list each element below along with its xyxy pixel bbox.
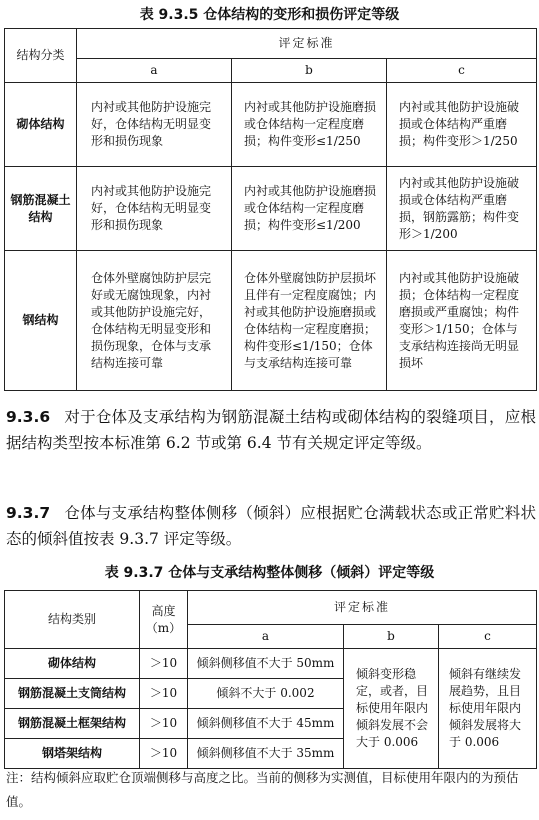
- clause-text: 对于仓体及支承结构为钢筋混凝土结构或砌体结构的裂缝项目，应根据结构类型按本标准第 6.2 节或第 6.4 节有关规定评定等级。: [6, 408, 536, 452]
- row-name: 砌体结构: [5, 83, 77, 167]
- header-rating: 评定标准: [77, 29, 537, 59]
- cell-b: [232, 251, 387, 391]
- row-name: 钢筋混凝土结构: [5, 167, 77, 251]
- row-height: ＞10: [140, 679, 188, 709]
- header-height: 高度（m）: [140, 591, 188, 649]
- cell-a-text: 内衬或其他防护设施完好，仓体结构无明显变形和损伤现象: [91, 100, 212, 148]
- cell-b-merged: [344, 649, 439, 769]
- table-row: [5, 251, 537, 391]
- row-name: 钢塔架结构: [5, 739, 140, 769]
- row-name: 钢结构: [5, 251, 77, 391]
- cell-a: [77, 83, 232, 167]
- table-9-3-7: [4, 590, 537, 769]
- cell-b: [232, 83, 387, 167]
- paragraph-9-3-7: [6, 500, 536, 552]
- cell-c: [387, 83, 537, 167]
- cell-b-text: 倾斜变形稳定，或者，目标使用年限内倾斜发展不会大于 0.006: [356, 667, 429, 749]
- header-b: b: [344, 625, 439, 649]
- header-rating: 评定标准: [188, 591, 537, 625]
- cell-a-text: 内衬或其他防护设施完好，仓体结构无明显变形和损伤现象: [91, 184, 212, 232]
- cell-a: 倾斜不大于 0.002: [188, 679, 344, 709]
- cell-b: [232, 167, 387, 251]
- row-height: ＞10: [140, 649, 188, 679]
- header-c: c: [387, 59, 537, 83]
- cell-c-merged: [439, 649, 537, 769]
- cell-c-text: 倾斜有继续发展趋势，且目标使用年限内倾斜发展将大于 0.006: [449, 667, 522, 749]
- cell-b-text: 内衬或其他防护设施磨损或仓体结构一定程度磨损；构件变形≤1/250: [244, 100, 377, 148]
- cell-c: [387, 167, 537, 251]
- table-9-3-5-caption: 表 9.3.5 仓体结构的变形和损伤评定等级: [139, 7, 400, 23]
- cell-a-text: 仓体外壁腐蚀防护层完好或无腐蚀现象，内衬或其他防护设施完好，仓体结构无明显变形和损伤现象，仓体与支承结构连接可靠: [91, 270, 212, 370]
- table-row: [5, 649, 537, 679]
- header-c: c: [439, 625, 537, 649]
- paragraph-9-3-6: [6, 404, 536, 456]
- cell-c-text: 内衬或其他防护设施破损或仓体结构严重磨损，钢筋露筋；构件变形＞1/200: [399, 175, 520, 241]
- row-name: 钢筋混凝土框架结构: [5, 709, 140, 739]
- header-category: 结构分类: [5, 29, 77, 83]
- table-9-3-7-caption: 表 9.3.7 仓体与支承结构整体侧移（倾斜）评定等级: [104, 565, 435, 581]
- cell-a: [77, 251, 232, 391]
- table-note: 注：结构倾斜应取贮仓顶端侧移与高度之比。当前的侧移为实测值，目标使用年限内的为预估值。: [6, 770, 519, 809]
- header-category: 结构类别: [5, 591, 140, 649]
- clause-number: 9.3.6: [6, 408, 51, 426]
- header-a: a: [188, 625, 344, 649]
- row-height: ＞10: [140, 739, 188, 769]
- table-9-3-5: [4, 28, 537, 391]
- row-height: ＞10: [140, 709, 188, 739]
- header-a: a: [77, 59, 232, 83]
- clause-text: 仓体与支承结构整体侧移（倾斜）应根据贮仓满载状态或正常贮料状态的倾斜值按表 9.3.7 评定等级。: [6, 504, 536, 548]
- table-row: [5, 167, 537, 251]
- table-row: [5, 83, 537, 167]
- cell-a: [77, 167, 232, 251]
- row-name: 砌体结构: [5, 649, 140, 679]
- cell-c: [387, 251, 537, 391]
- clause-number: 9.3.7: [6, 504, 51, 522]
- cell-b-text: 内衬或其他防护设施磨损或仓体结构一定程度磨损；构件变形≤1/200: [244, 184, 377, 232]
- header-b: b: [232, 59, 387, 83]
- cell-a: 倾斜侧移值不大于 45mm: [188, 709, 344, 739]
- row-name: 钢筋混凝土支筒结构: [5, 679, 140, 709]
- cell-c-text: 内衬或其他防护设施破损或仓体结构严重磨损；构件变形＞1/250: [399, 100, 520, 148]
- cell-a: 倾斜侧移值不大于 35mm: [188, 739, 344, 769]
- cell-c-text: 内衬或其他防护设施破损；仓体结构一定程度磨损或严重腐蚀；构件变形＞1/150；仓体与支承结构连接尚无明显损坏: [399, 270, 520, 370]
- cell-b-text: 仓体外壁腐蚀防护层损坏且伴有一定程度腐蚀；内衬或其他防护设施磨损或仓体结构一定程度磨损；构件变形≤1/150；仓体与支承结构连接可靠: [244, 270, 377, 370]
- cell-a: 倾斜侧移值不大于 50mm: [188, 649, 344, 679]
